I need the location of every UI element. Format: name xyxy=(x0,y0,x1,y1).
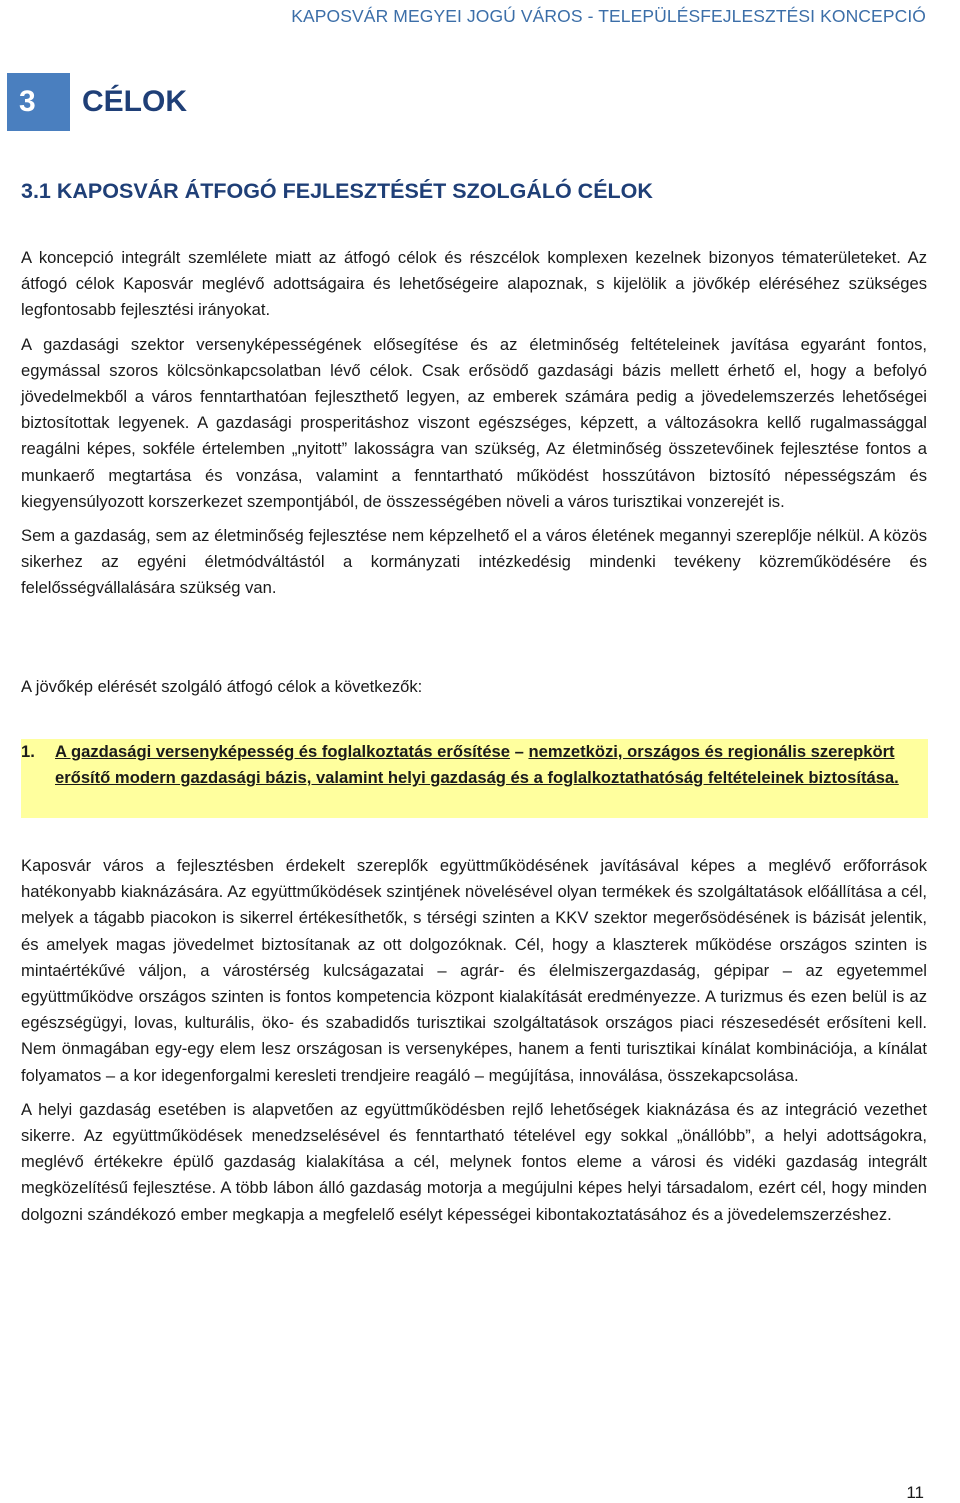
chapter-title: CÉLOK xyxy=(82,85,187,118)
goals-intro xyxy=(21,674,927,708)
goal-1-number: 1. xyxy=(21,742,35,761)
chapter-number: 3 xyxy=(7,73,70,131)
intro-paragraph-2: A gazdasági szektor versenyképességének elősegítése és az életminőség feltételeinek javítása egyaránt fontos, egymással szoros kölcsönkapcsolatban lévő célok. Csak erősödő gazdasági bázis mellett érhető el, hogy a befolyó jövedelmekből a város fenntarthatóan fejleszthető legyen, az emberek számára pedig a jövedelemszerzés lehetőségei biztosítottak legyenek. A gazdasági prosperitáshoz viszont egészséges, képzett, a változásokra kellő rugalmassággal reagálni képes, sokféle értelemben „nyitott” lakosságra van szükség, Az életminőség összetevőinek fejlesztése fontos a munkaerő megtartása és vonzása, valamint a fenntartható működést hosszútávon biztosító népességszám és kiegyensúlyozott korszerkezet szempontjából, de összességében növeli a város turisztikai vonzerejét is. xyxy=(21,334,927,511)
chapter-heading xyxy=(7,73,467,131)
intro-text xyxy=(21,245,927,610)
goal-1-underlined: nemzetközi, országos és regionális szerepkört erősítő modern gazdasági bázis, valamint helyi gazdaság és a foglalkoztathatóság feltételeinek biztosítása. xyxy=(55,742,899,788)
goals-intro-line: A jövőkép elérését szolgáló átfogó célok a következők: xyxy=(21,677,423,696)
intro-paragraph-3: Sem a gazdaság, sem az életminőség fejlesztése nem képzelhető el a város életének megannyi szereplője nélkül. A közös sikerhez az egyéni életmódváltástól a kormányzati intézkedésig mindenki tevékeny közreműködésére és felelősségvállalására szükség van. xyxy=(21,526,927,598)
goal-1-text xyxy=(55,739,928,791)
goal-1-highlight xyxy=(21,739,928,818)
running-header: KAPOSVÁR MEGYEI JOGÚ VÁROS - TELEPÜLÉSFEJLESZTÉSI KONCEPCIÓ xyxy=(291,6,926,26)
details-paragraph-1: Kaposvár város a fejlesztésben érdekelt szereplők együttműködésének javításával képes a meglévő erőforrások hatékonyabb kiaknázására. Az együttműködések szintjének növelésével olyan termékek és szolgáltatások előállítása a cél, melyek a tágabb piacokon is sikerrel értékesíthetők, s térségi szinten a KKV szektor megerősödésének is bázisát jelentik, és amelyek magas jövedelmet biztosítanak az ott dolgozóknak. Cél, hogy a klaszterek működése országos szinten is mintaértékűvé váljon, a várostérség kulcságazatai – agrár- és élelmiszergazdaság, gépipar – az egyetemmel együttműködve országos szinten is fontos kompetencia központ kialakítását eredményezze. A turizmus és ezen belül is az egészségügyi, lovas, kulturális, öko- és szabadidős turisztikai szolgáltatások országos piaci részesedését erősíteni kell. Nem önmagában egy-egy elem lesz országosan is versenyképes, hanem a fenti turisztikai kínálat kombinációja, a kínálat folyamatos – a kor idegenforgalmi keresleti trendjeire reagáló – megújítása, innoválása, összekapcsolása. xyxy=(21,856,927,1085)
page-number: 11 xyxy=(906,1483,924,1502)
goal-1-dash: – xyxy=(510,742,529,761)
section-title: 3.1 KAPOSVÁR ÁTFOGÓ FEJLESZTÉSÉT SZOLGÁLÓ CÉLOK xyxy=(21,179,653,203)
intro-paragraph-1: A koncepció integrált szemlélete miatt az átfogó célok és részcélok komplexen kezelnek bizonyos tématerületeket. Az átfogó célok Kaposvár meglévő adottságaira és lehetőségeire alapoznak, s kijelölik a jövőkép eléréséhez szükséges legfontosabb fejlesztési irányokat. xyxy=(21,248,927,320)
goal-1-details xyxy=(21,853,927,1236)
details-paragraph-2: A helyi gazdaság esetében is alapvetően az együttműködésben rejlő lehetőségek kiaknázása és az integráció vezethet sikerre. Az együttműködések menedzselésével és fenntartható tételével egy sokkal „önállóbb”, a helyi adottságokra, meglévő értékekre épülő gazdaság kialakítása a cél, melynek fontos eleme a városi és vidéki gazdaság integrált megközelítésű fejlesztése. A több lábon álló gazdaság motorja a megújulni képes helyi társadalom, ezért cél, hogy minden dolgozni szándékozó ember megkapja a megfelelő esélyt képességei kibontakoztatásához és a jövedelemszerzéshez. xyxy=(21,1099,927,1224)
goal-1-lead: A gazdasági versenyképesség és foglalkoztatás erősítése xyxy=(55,742,511,761)
